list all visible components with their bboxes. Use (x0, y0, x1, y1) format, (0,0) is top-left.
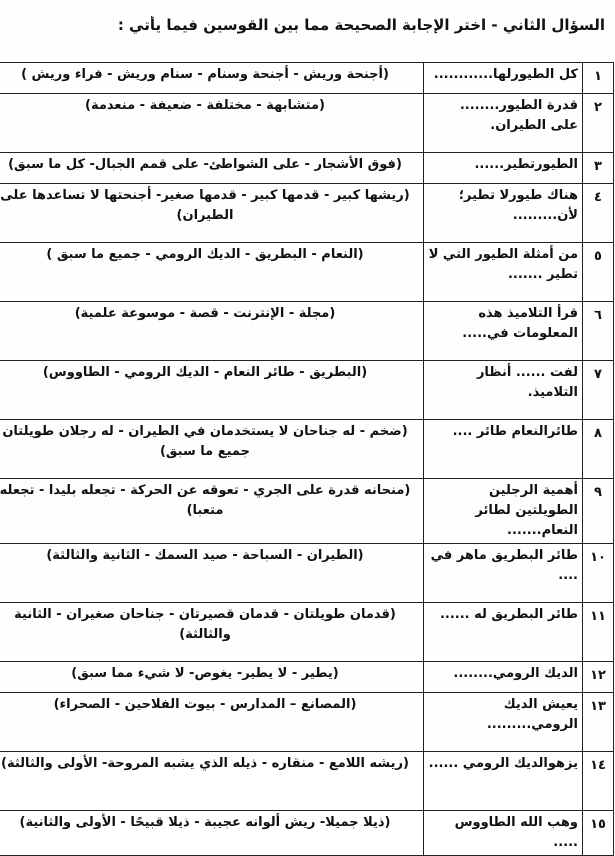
answer-choices: (يطير - لا يطير- يغوص- لا شيء مما سبق) (0, 662, 424, 693)
question-stem: أهمية الرجلين الطويلتين لطائر النعام....... (424, 479, 583, 544)
question-stem: يعيش الديك الرومي......... (424, 693, 583, 752)
answer-choices: (ريشها كبير - قدمها كبير - قدمها صغير- أجنحتها لا تساعدها على الطيران) (0, 184, 424, 243)
table-row (0, 63, 614, 94)
row-number: ١٣ (583, 693, 614, 752)
table-row (0, 184, 614, 243)
table-row (0, 811, 614, 856)
question-stem: الطيورتطير...... (424, 153, 583, 184)
question-stem: طائر البطريق ماهر في .... (424, 544, 583, 603)
row-number: ٩ (583, 479, 614, 544)
row-number: ٢ (583, 94, 614, 153)
row-number: ١٢ (583, 662, 614, 693)
question-stem: وهب الله الطاووس ..... (424, 811, 583, 856)
question-stem: طائرالنعام طائر .... (424, 420, 583, 479)
question-stem: لفت ...... أنظار التلاميذ. (424, 361, 583, 420)
question-stem: يزهوالديك الرومي ...... (424, 752, 583, 811)
row-number: ١١ (583, 603, 614, 662)
answer-choices: (المصانع – المدارس - بيوت الفلاحين - الصحراء) (0, 693, 424, 752)
table-row (0, 153, 614, 184)
answer-choices: (البطريق - طائر النعام - الديك الرومي - الطاووس) (0, 361, 424, 420)
questions-table (0, 62, 614, 856)
row-number: ٧ (583, 361, 614, 420)
answer-choices: (فوق الأشجار - على الشواطئ- على قمم الجبال- كل ما سبق) (0, 153, 424, 184)
table-row (0, 662, 614, 693)
row-number: ١ (583, 63, 614, 94)
row-number: ٤ (583, 184, 614, 243)
question-stem: من أمثلة الطيور التي لا تطير ....... (424, 243, 583, 302)
table-row (0, 693, 614, 752)
question-stem: الديك الرومي........ (424, 662, 583, 693)
table-row (0, 302, 614, 361)
table-row (0, 361, 614, 420)
question-stem: قرأ التلاميذ هذه المعلومات في..... (424, 302, 583, 361)
table-row (0, 479, 614, 544)
answer-choices: (ذيلا جميلا- ريش ألوانه عجيبة - ذيلا قبيحًا - الأولى والثانية) (0, 811, 424, 856)
question-heading: السؤال الثاني - اختر الإجابة الصحيحة مما بين القوسين فيما يأتي : (117, 16, 605, 34)
table-row (0, 420, 614, 479)
row-number: ٣ (583, 153, 614, 184)
table-row (0, 752, 614, 811)
answer-choices: (متشابهة - مختلفة - ضعيفة - منعدمة) (0, 94, 424, 153)
row-number: ٥ (583, 243, 614, 302)
answer-choices: (الطيران - السباحة - صيد السمك - الثانية والثالثة) (0, 544, 424, 603)
table-row (0, 243, 614, 302)
row-number: ١٥ (583, 811, 614, 856)
question-stem: كل الطيورلها............ (424, 63, 583, 94)
answer-choices: (ريشه اللامع - منقاره - ذيله الذي يشبه المروحة- الأولى والثالثة) (0, 752, 424, 811)
row-number: ١٤ (583, 752, 614, 811)
answer-choices: (ضخم - له جناحان لا يستخدمان في الطيران - له رجلان طويلتان جميع ما سبق) (0, 420, 424, 479)
question-stem: هناك طيورلا تطير؛ لأن......... (424, 184, 583, 243)
answer-choices: (النعام - البطريق - الديك الرومي - جميع ما سبق ) (0, 243, 424, 302)
question-stem: طائر البطريق له ...... (424, 603, 583, 662)
table-row (0, 544, 614, 603)
answer-choices: (منحانه قدرة على الجري - تعوقه عن الحركة - تجعله بليدا - تجعله متعبا) (0, 479, 424, 544)
answer-choices: (مجلة - الإنترنت - قصة - موسوعة علمية) (0, 302, 424, 361)
answer-choices: (أجنحة وريش - أجنحة وسنام - سنام وريش - فراء وريش ) (0, 63, 424, 94)
answer-choices: (قدمان طويلتان - قدمان قصيرتان - جناحان صغيران - الثانية والثالثة) (0, 603, 424, 662)
row-number: ١٠ (583, 544, 614, 603)
table-row (0, 94, 614, 153)
question-stem: قدرة الطيور........ على الطيران. (424, 94, 583, 153)
row-number: ٦ (583, 302, 614, 361)
row-number: ٨ (583, 420, 614, 479)
table-row (0, 603, 614, 662)
